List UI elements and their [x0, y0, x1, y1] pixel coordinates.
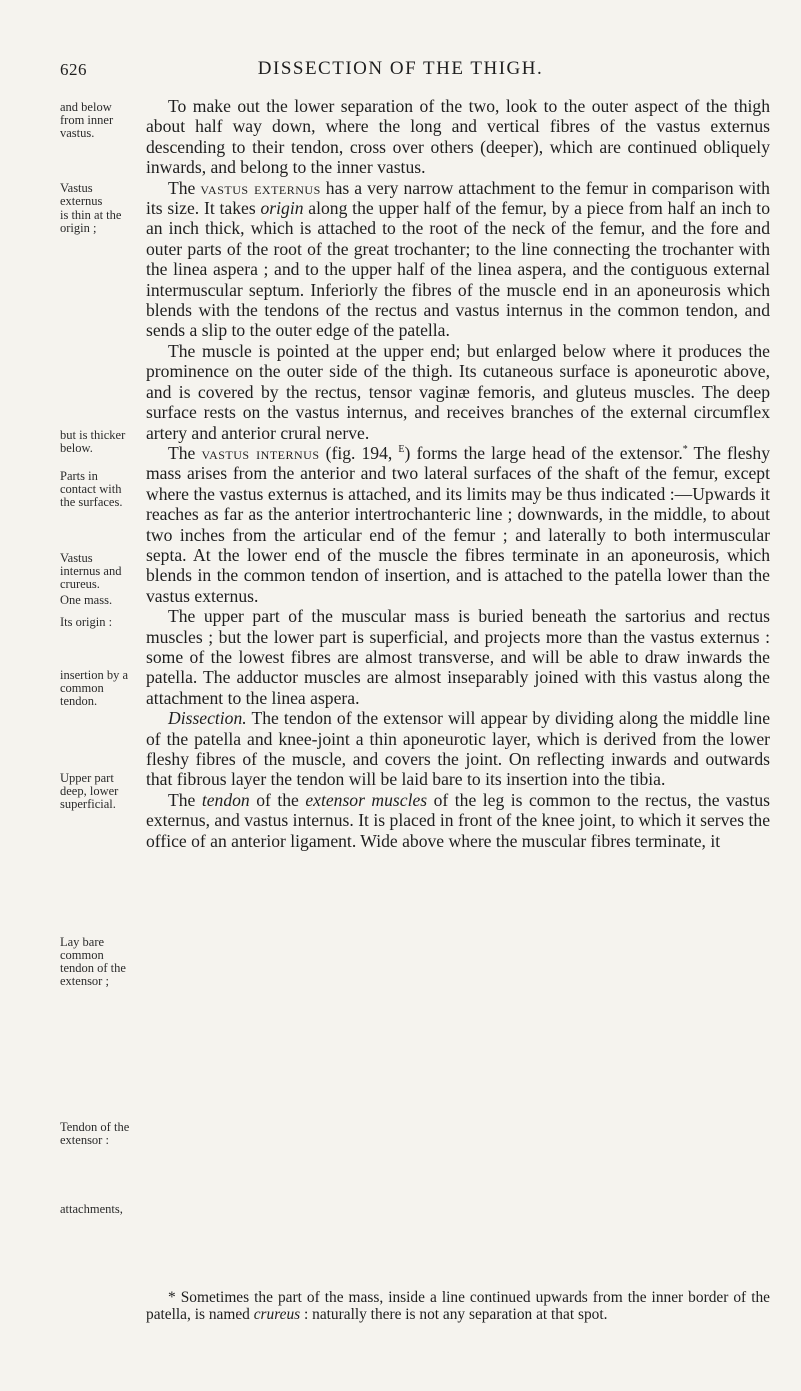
side-note: insertion by a common tendon.: [60, 668, 129, 708]
side-note: but is thicker below.: [60, 428, 126, 455]
paragraph: The vastus internus (fig. 194, $^E$) forms the large head of the extensor.* The fleshy mass arises from the anterior and two lateral surfaces of the shaft of the femur, except where the vastus externus is attached, and its limits may be thus indicated :—Upwards it reaches as far as the anterior intertrochanteric line ; downwards, in the middle, to about two inches from the articular end of the femur ; and laterally to both intermuscular septa. At the lower end of the muscle the fibres terminate in an aponeurosis, which blends in the common tendon of insertion, and is attached to the patella lower than the vastus externus.: [146, 442, 770, 606]
side-note: attachments,: [60, 1202, 123, 1216]
running-head: DISSECTION OF THE THIGH.: [257, 58, 544, 79]
figure-superscript: E: [398, 444, 405, 456]
footnote: * Sometimes the part of the mass, inside a line continued upwards from the inner border of the patella, is named crureus : naturally there is not any separation at that spot.: [146, 1289, 770, 1323]
side-note: Parts in contact with the surfaces.: [60, 469, 123, 509]
side-note: and below from inner vastus.: [60, 100, 114, 140]
paragraph: The vastus externus has a very narrow attachment to the femur in comparison with its size. It takes origin along the upper half of the femur, by a piece from half an inch to an inch thick, which is attached to the root of the neck of the femur, and the fore and outer parts of the root of the great trochanter; to the line connecting the trochanter with the linea aspera ; and to the upper half of the linea aspera, and the contiguous external intermuscular septum. Inferiorly the fibres of the muscle end in an aponeurosis which blends with the tendons of the rectus and vastus internus in the common tendon, and sends a slip to the outer edge of the patella.: [146, 177, 770, 341]
body-text: [146, 96, 770, 851]
paragraph: Dissection. The tendon of the extensor will appear by dividing along the middle line of the patella and knee-joint a thin aponeurotic layer, which is derived from the lower fleshy fibres of the muscle, and covers the joint. On reflecting inwards and outwards that fibrous layer the tendon will be laid bare to its insertion into the tibia.: [146, 708, 770, 790]
side-note: One mass.: [60, 593, 113, 607]
footnote-ref: *: [682, 444, 688, 456]
side-note: Its origin :: [60, 615, 113, 629]
paragraph: To make out the lower separation of the two, look to the outer aspect of the thigh about half way down, where the long and vertical fibres of the vastus externus descending to their tendon, cross over others (deeper), which are continued obliquely inwards, and belong to the inner vastus.: [146, 96, 770, 178]
side-note: Lay bare common tendon of the extensor ;: [60, 935, 126, 988]
side-note: Vastus internus and crureus.: [60, 551, 122, 591]
page-number: 626: [60, 60, 87, 79]
paragraph: The tendon of the extensor muscles of the leg is common to the rectus, the vastus externus, and vastus internus. It is placed in front of the knee joint, to which it serves the office of an anterior ligament. Wide above where the muscular fibres terminate, it: [146, 789, 770, 851]
side-note: Tendon of the extensor :: [60, 1120, 130, 1147]
paragraph: The upper part of the muscular mass is buried beneath the sartorius and rectus muscles ; but the lower part is superficial, and projects more than the vastus externus : some of the lowest fibres are almost transverse, and will be able to draw inwards the patella. The adductor muscles are almost inseparably joined with this vastus along the attachment to the linea aspera.: [146, 606, 770, 708]
footnote-mark: *: [168, 1289, 176, 1306]
paragraph: The muscle is pointed at the upper end; but enlarged below where it produces the prominence on the outer side of the thigh. Its cutaneous surface is aponeurotic above, and is covered by the rectus, tensor vaginæ femoris, and gluteus muscles. The deep surface rests on the vastus internus, and receives branches of the external circumflex artery and anterior crural nerve.: [146, 340, 770, 443]
side-note: is thin at the origin ;: [60, 208, 122, 235]
side-note: Vastus externus: [60, 181, 103, 208]
side-note: Upper part deep, lower superficial.: [60, 771, 119, 811]
